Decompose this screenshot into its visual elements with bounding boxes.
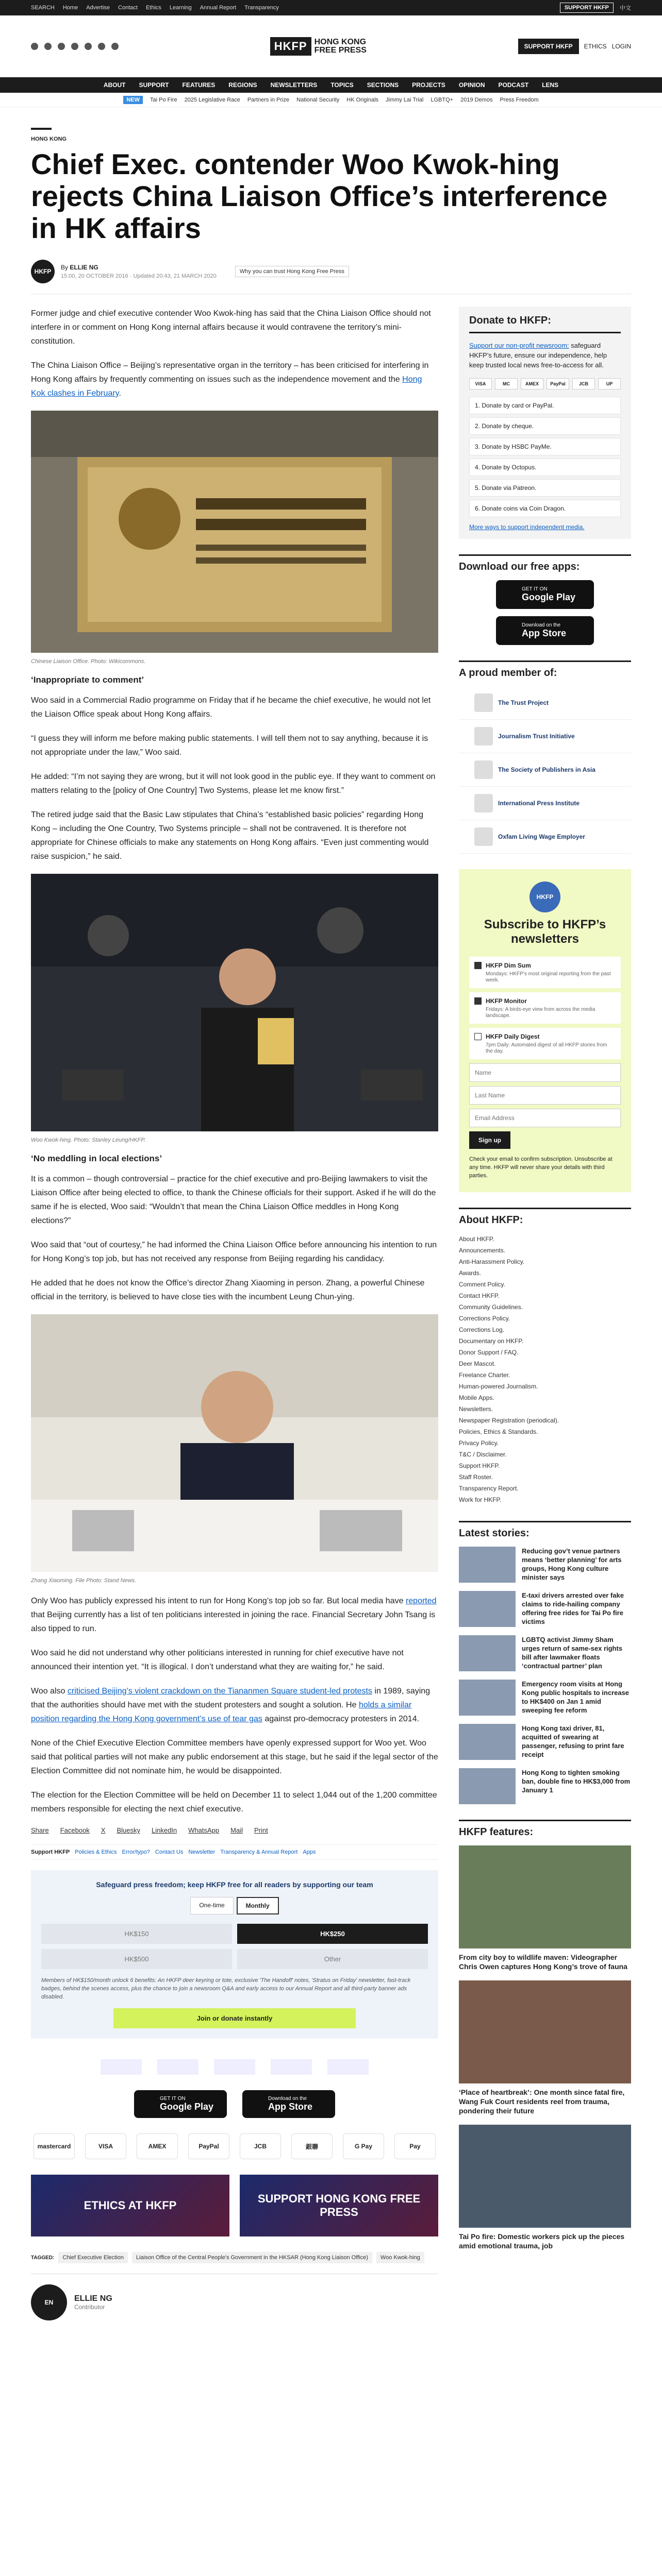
member-name: The Society of Publishers in Asia <box>498 766 595 773</box>
widget-title: HKFP features: <box>459 1820 631 1838</box>
member-logo[interactable] <box>459 753 631 787</box>
nav-opinion[interactable]: OPINION <box>458 81 485 89</box>
google-play-button[interactable] <box>134 2090 227 2118</box>
inline-link[interactable]: reported <box>405 1597 437 1605</box>
partner-logo[interactable] <box>214 2059 255 2075</box>
partner-logo[interactable] <box>101 2059 142 2075</box>
nav-regions[interactable]: REGIONS <box>228 81 257 89</box>
subheading: ‘No meddling in local elections’ <box>31 1154 162 1163</box>
member-widget <box>459 660 631 854</box>
subnav-item[interactable]: 2019 Demos <box>460 96 493 103</box>
story-item[interactable] <box>459 1680 631 1716</box>
amount-option[interactable]: Other <box>237 1949 428 1969</box>
member-logo-icon <box>474 827 493 846</box>
subnav-item[interactable]: National Security <box>296 96 340 103</box>
story-item[interactable] <box>459 1724 631 1760</box>
byline <box>31 260 631 294</box>
about-link[interactable]: Corrections Policy. <box>459 1315 510 1322</box>
about-link[interactable]: Comment Policy. <box>459 1281 505 1288</box>
member-logo-icon <box>474 727 493 745</box>
amount-option[interactable]: HK$150 <box>41 1924 232 1944</box>
amex-icon: AMEX <box>137 2133 178 2159</box>
nav-about[interactable]: ABOUT <box>103 81 126 89</box>
about-link[interactable]: Anti-Harassment Policy. <box>459 1258 525 1265</box>
support-links <box>31 1844 438 1860</box>
author-name[interactable]: ELLIE NG <box>70 264 98 271</box>
ethics-link-mast[interactable]: ETHICS <box>584 42 607 50</box>
newsletter-option[interactable] <box>469 1028 621 1059</box>
site-logo[interactable] <box>270 37 367 56</box>
unionpay-icon: UP <box>598 378 621 389</box>
story-thumbnail[interactable] <box>459 1635 516 1671</box>
feature-image[interactable] <box>459 2125 631 2228</box>
story-thumbnail[interactable] <box>459 1724 516 1760</box>
paragraph: Former judge and chief executive contender Woo Kwok-hing has said that the China Liaison Office should not interfere in or comment on Hong Kong internal affairs because it would contravene the territory’s mini-constitution. <box>31 309 431 346</box>
share-mail[interactable]: Mail <box>230 1826 243 1834</box>
partner-logo[interactable] <box>157 2059 198 2075</box>
about-link[interactable]: Privacy Policy. <box>459 1439 499 1447</box>
feature-title[interactable]: From city boy to wildlife maven: Videographer Chris Owen captures Hong Kong’s trove of fauna <box>459 1953 627 1971</box>
donation-note: Members of HK$150/month unlock 6 benefits: An HKFP deer keyring or tote, exclusive 'The Handoff' notes, 'Stratus on Friday' newsletter, fast-track badges, behind the scenes access, plus the chance to join a newsroom Q&A and early access to our Annual Report and all third-party banner ads disabled. <box>41 1977 411 2000</box>
partner-logos <box>31 2059 438 2075</box>
support-link[interactable]: Transparency & Annual Report <box>220 1849 298 1855</box>
article-dates: 15:00, 20 OCTOBER 2016 · Updated 20:43, 21 MARCH 2020 <box>61 273 217 279</box>
story-item[interactable] <box>459 1591 631 1627</box>
nav-topics[interactable]: TOPICS <box>330 81 354 89</box>
youtube-icon[interactable] <box>71 43 78 50</box>
widget-title: Donate to HKFP: <box>469 315 621 333</box>
hkfp-badge: HKFP <box>529 882 560 912</box>
photo-caption: Woo Kwok-hing. Photo: Stanley Leung/HKFP. <box>31 1137 146 1143</box>
paragraph: Woo said that “out of courtesy,” he had informed the China Liaison Office before announcing his intention to run for Hong Kong’s top job, but has not received any response from Beijing regarding his candidacy. <box>31 1241 437 1263</box>
support-link[interactable]: Apps <box>303 1849 316 1855</box>
subnav-item[interactable]: HK Originals <box>346 96 379 103</box>
jcb-icon: JCB <box>240 2133 281 2159</box>
telegram-icon[interactable] <box>98 43 105 50</box>
store-small-label: Download on the <box>268 2096 307 2102</box>
donate-button[interactable]: Join or donate instantly <box>113 2008 356 2028</box>
liaison-office-photo <box>31 411 438 653</box>
store-label: Google Play <box>160 2102 214 2112</box>
about-link[interactable]: Documentary on HKFP. <box>459 1337 524 1345</box>
mastercard-icon: MC <box>495 378 518 389</box>
story-item[interactable] <box>459 1547 631 1583</box>
by-label: By <box>61 264 69 271</box>
about-link[interactable]: Policies, Ethics & Standards. <box>459 1428 538 1435</box>
amount-options <box>41 1924 428 1969</box>
ethics-link[interactable]: Ethics <box>145 5 161 11</box>
checkbox-checked[interactable] <box>474 997 482 1005</box>
paragraph: None of the Chief Executive Election Committee members have openly expressed support for Woo yet. Woo said that political parties will not make any public endorsement at this stage, but he said if the legal sector of the Election Committee did not nominate him, he would be disappointed. <box>31 1739 438 1775</box>
logo-text-1: HONG KONG <box>314 37 367 46</box>
newsletter-option[interactable] <box>469 957 621 988</box>
annual-report-link[interactable]: Annual Report <box>200 5 237 11</box>
donate-option[interactable]: 2. Donate by cheque. <box>469 417 621 435</box>
member-name: Oxfam Living Wage Employer <box>498 833 585 840</box>
checkbox-checked[interactable] <box>474 962 482 969</box>
applepay-icon: Pay <box>394 2133 436 2159</box>
nav-podcast[interactable]: PODCAST <box>498 81 529 89</box>
about-link[interactable]: T&C / Disclaimer. <box>459 1451 507 1458</box>
about-link[interactable]: Freelance Charter. <box>459 1371 510 1379</box>
zhang-xiaoming-photo <box>31 1314 438 1572</box>
member-logo[interactable] <box>459 720 631 753</box>
transparency-link[interactable]: Transparency <box>244 5 279 11</box>
about-link[interactable]: Corrections Log. <box>459 1326 505 1333</box>
nav-support[interactable]: SUPPORT <box>139 81 169 89</box>
about-link[interactable]: Contact HKFP. <box>459 1292 500 1299</box>
logo-text <box>315 38 367 55</box>
member-logo-icon <box>474 760 493 779</box>
payment-methods <box>31 2133 438 2159</box>
about-link[interactable]: Deer Mascot. <box>459 1360 496 1367</box>
inline-link[interactable]: Hong Kok clashes in February <box>31 375 422 398</box>
newsletter-widget <box>459 869 631 1192</box>
share-linkedin[interactable]: LinkedIn <box>152 1826 177 1834</box>
paragraph-text: The China Liaison Office – Beijing’s representative organ in the territory – has been criticised for interfering in Hong Kong affairs by frequently commenting on issues such as the independence movement and the <box>31 361 429 384</box>
newsletter-title: Subscribe to HKFP’s newsletters <box>484 918 606 946</box>
story-thumbnail[interactable] <box>459 1591 516 1627</box>
member-name: International Press Institute <box>498 800 580 807</box>
paragraph: The election for the Election Committee will be held on December 11 to select 1,044 out of the 1,200 committee members responsible for electing the next chief executive. <box>31 1791 437 1814</box>
features-widget <box>459 1820 631 2250</box>
donate-option[interactable]: 1. Donate by card or PayPal. <box>469 397 621 414</box>
option-desc: Mondays: HKFP’s most original reporting from the past week. <box>486 971 611 983</box>
paragraph: He added: “I’m not saying they are wrong, but it will not look good in the public eye. If they want to comment on matters relating to the [policy of One Country] Two Systems, please let me know first.” <box>31 772 436 795</box>
paragraph-text: in 1989, saying that the authorities should have met with the student protesters and sought a solution. He <box>31 1687 431 1709</box>
divider <box>31 128 52 130</box>
social-icons <box>31 43 119 50</box>
subheading: ‘Inappropriate to comment’ <box>31 675 144 685</box>
about-link[interactable]: Work for HKFP. <box>459 1496 502 1503</box>
member-name: The Trust Project <box>498 699 549 706</box>
paragraph-text: Woo also <box>31 1687 68 1696</box>
tags <box>31 2252 438 2263</box>
author-avatar[interactable]: EN <box>31 2284 67 2320</box>
contact-link[interactable]: Contact <box>118 5 138 11</box>
paragraph <box>31 1684 438 1726</box>
about-link[interactable]: Awards. <box>459 1269 482 1277</box>
paragraph <box>31 1594 438 1636</box>
x-icon[interactable] <box>44 43 52 50</box>
support-link[interactable]: Policies & Ethics <box>75 1849 117 1855</box>
monthly-option[interactable]: Monthly <box>237 1897 279 1914</box>
instagram-icon[interactable] <box>58 43 65 50</box>
inline-link[interactable]: criticised Beijing’s violent crackdown on the Tiananmen Square student-led protests <box>67 1687 372 1696</box>
option-title: HKFP Dim Sum <box>486 962 531 969</box>
nav-lens[interactable]: LENS <box>542 81 559 89</box>
share-print[interactable]: Print <box>254 1826 268 1834</box>
subnav-item[interactable]: 2025 Legislative Race <box>184 96 240 103</box>
advertise-link[interactable]: Advertise <box>86 5 110 11</box>
feature-image[interactable] <box>459 1845 631 1948</box>
about-link[interactable]: About HKFP. <box>459 1235 494 1243</box>
story-thumbnail[interactable] <box>459 1547 516 1583</box>
author-role: Contributor <box>74 2303 105 2311</box>
sidebar <box>459 307 631 2320</box>
top-support-button[interactable]: SUPPORT HKFP <box>560 3 614 13</box>
share-x[interactable]: X <box>101 1826 106 1834</box>
nav-projects[interactable]: PROJECTS <box>412 81 445 89</box>
widget-title: About HKFP: <box>459 1208 631 1226</box>
tags-label: TAGGED: <box>31 2255 55 2261</box>
paragraph: Woo said he did not understand why other politicians interested in running for chief executive have not announced their intention yet. “It is illogical. I don’t understand what they are waiting for,” he said. <box>31 1649 404 1671</box>
tag[interactable]: Liaison Office of the Central People's Government in the HKSAR (Hong Kong Liaison Office) <box>132 2252 372 2263</box>
app-store-buttons <box>31 2090 438 2118</box>
donate-option[interactable]: 4. Donate by Octopus. <box>469 459 621 476</box>
amount-option-selected[interactable]: HK$250 <box>237 1924 428 1944</box>
story-thumbnail[interactable] <box>459 1768 516 1804</box>
tag[interactable]: Chief Executive Election <box>58 2252 128 2263</box>
partner-logo[interactable] <box>271 2059 312 2075</box>
facebook-icon[interactable] <box>31 43 38 50</box>
visa-icon: VISA <box>85 2133 126 2159</box>
story-title[interactable]: Reducing gov’t venue partners means ‘better planning’ for arts groups, Hong Kong culture minister says <box>522 1547 622 1581</box>
member-logo[interactable] <box>459 787 631 820</box>
subnav-item[interactable]: Tai Po Fire <box>150 96 177 103</box>
frequency-toggle <box>41 1897 428 1914</box>
donate-link[interactable]: Support our non-profit newsroom: <box>469 342 569 349</box>
support-hkfp-button[interactable]: SUPPORT HKFP <box>518 39 579 54</box>
tag[interactable]: Woo Kwok-hing <box>376 2252 424 2263</box>
apps-widget <box>459 554 631 645</box>
one-time-option[interactable]: One-time <box>190 1897 233 1914</box>
story-item[interactable] <box>459 1768 631 1804</box>
masthead <box>0 15 662 77</box>
about-widget <box>459 1208 631 1505</box>
app-store-button[interactable] <box>496 616 594 645</box>
author-name[interactable]: ELLIE NG <box>74 2294 112 2303</box>
feature-image[interactable] <box>459 1980 631 2083</box>
checkbox[interactable] <box>474 1033 482 1040</box>
visa-icon: VISA <box>469 378 492 389</box>
article-title: Chief Exec. contender Woo Kwok-hing rejects China Liaison Office’s interference in HK affairs <box>31 148 608 244</box>
donate-text <box>469 341 621 370</box>
subnav-item[interactable]: Press Freedom <box>500 96 539 103</box>
store-small-label: GET IT ON <box>522 586 548 592</box>
donate-widget <box>459 307 631 539</box>
story-title[interactable]: Emergency room visits at Hong Kong public hospitals to increase to HK$400 on Jan 1 amid sweeping fee reform <box>522 1680 630 1714</box>
last-name-input[interactable] <box>469 1086 621 1105</box>
about-link[interactable]: Transparency Report. <box>459 1485 519 1492</box>
option-title: HKFP Daily Digest <box>486 1033 540 1040</box>
feature-title[interactable]: ‘Place of heartbreak’: One month since fatal fire, Wang Fuk Court residents reel from trauma, pondering their future <box>459 2088 625 2115</box>
donate-option[interactable]: 5. Donate via Patreon. <box>469 479 621 497</box>
paragraph-text: against pro-democracy protesters in 2014. <box>262 1715 420 1723</box>
support-banner[interactable]: SUPPORT HONG KONG FREE PRESS <box>240 2175 438 2236</box>
paragraph: “I guess they will inform me before making public statements. I will tell them not to say anything, because it is not appropriate under the law,” Woo said. <box>31 734 428 757</box>
promo-banners <box>31 2175 438 2236</box>
newsletter-note: Check your email to confirm subscription. Unsubscribe at any time. HKFP will never share your details with third parties. <box>469 1156 613 1179</box>
photo-caption: Chinese Liaison Office. Photo: Wikicommons. <box>31 658 146 665</box>
member-logo[interactable] <box>459 686 631 720</box>
first-name-input[interactable] <box>469 1063 621 1082</box>
story-title[interactable]: E-taxi drivers arrested over fake claims to ride-hailing company offering free rides for Tai Po fire victims <box>522 1591 624 1625</box>
paragraph-text: that Beijing currently has a list of ten politicians interested in joining the race. Financial Secretary John Tsang is also tipped to run. <box>31 1611 436 1633</box>
sub-nav <box>0 93 662 107</box>
unionpay-icon: 銀聯 <box>291 2133 333 2159</box>
support-link[interactable]: Contact Us <box>155 1849 184 1855</box>
donate-option[interactable]: 6. Donate coins via Coin Dragon. <box>469 500 621 517</box>
nav-features[interactable]: FEATURES <box>182 81 216 89</box>
support-link[interactable]: Newsletter <box>188 1849 216 1855</box>
donate-options <box>469 397 621 517</box>
feature-title[interactable]: Tai Po fire: Domestic workers pick up the pieces amid emotional trauma, job <box>459 2232 625 2250</box>
store-label: Google Play <box>522 592 576 602</box>
store-label: App Store <box>268 2102 313 2112</box>
newsletter-option[interactable] <box>469 992 621 1024</box>
about-link[interactable]: Donor Support / FAQ. <box>459 1349 519 1356</box>
story-title[interactable]: LGBTQ activist Jimmy Sham urges return of same-sex rights bill after lawmaker floats ‘contractual partner’ plan <box>522 1636 623 1670</box>
member-name: Journalism Trust Initiative <box>498 733 575 740</box>
about-link[interactable]: Support HKFP. <box>459 1462 500 1469</box>
partner-logo[interactable] <box>327 2059 369 2075</box>
about-link[interactable]: Human-powered Journalism. <box>459 1383 538 1390</box>
paragraph: Woo said in a Commercial Radio programme on Friday that if he became the chief executive, he would not let the Liaison Office speak about Hong Kong affairs. <box>31 696 431 719</box>
amount-option[interactable]: HK$500 <box>41 1949 232 1969</box>
store-small-label: Download on the <box>522 622 561 628</box>
widget-title: Download our free apps: <box>459 554 631 573</box>
woo-kwok-hing-photo <box>31 874 438 1131</box>
home-link[interactable]: Home <box>62 5 78 11</box>
paragraph: The retired judge said that the Basic Law stipulates that China’s “established basic policies” regarding Hong Kong – including the One Country, Two Systems principle – shall not be contravened. It is therefore not appropriate for Chinese officials to make any statements on Hong Kong affairs. “Even just commenting would raise suspicion,” he said. <box>31 810 429 861</box>
login-link[interactable]: LOGIN <box>611 42 631 50</box>
app-store-button[interactable] <box>242 2090 335 2118</box>
threads-icon[interactable] <box>85 43 92 50</box>
share-facebook[interactable]: Facebook <box>60 1826 90 1834</box>
nav-sections[interactable]: SECTIONS <box>367 81 399 89</box>
jcb-icon: JCB <box>572 378 595 389</box>
story-title[interactable]: Hong Kong taxi driver, 81, acquitted of swearing at passenger, refusing to print fare receipt <box>522 1724 624 1758</box>
learning-link[interactable]: Learning <box>169 5 192 11</box>
ethics-banner[interactable]: ETHICS AT HKFP <box>31 2175 229 2236</box>
share-bluesky[interactable]: Bluesky <box>117 1826 140 1834</box>
donate-text-body: safeguard HKFP’s future, ensure our independence, help keep trusted local news free-to-access for all. <box>469 342 607 369</box>
top-utility-bar <box>0 0 662 15</box>
mastercard-icon: mastercard <box>34 2133 75 2159</box>
inline-link[interactable]: holds a similar position regarding the Hong Kong government’s use of tear gas <box>31 1701 412 1723</box>
paragraph <box>31 359 438 400</box>
article-header <box>31 128 631 294</box>
about-link[interactable]: Newsletters. <box>459 1405 493 1413</box>
member-logo-icon <box>474 693 493 712</box>
language-link[interactable]: 中文 <box>620 5 631 11</box>
sign-up-button[interactable]: Sign up <box>469 1131 510 1149</box>
subnav-item[interactable]: Jimmy Lai Trial <box>386 96 424 103</box>
bluesky-icon[interactable] <box>111 43 119 50</box>
about-link[interactable]: Newspaper Registration (periodical). <box>459 1417 559 1424</box>
subnav-item[interactable]: Partners in Prize <box>247 96 290 103</box>
donate-option[interactable]: 3. Donate by HSBC PayMe. <box>469 438 621 455</box>
store-label: App Store <box>522 628 567 638</box>
support-link[interactable]: Error/typo? <box>122 1849 150 1855</box>
subnav-item[interactable]: LGBTQ+ <box>431 96 454 103</box>
google-play-button[interactable] <box>496 580 594 609</box>
share-bar <box>31 1826 438 1834</box>
store-small-label: GET IT ON <box>160 2096 186 2102</box>
logo-box: HKFP <box>270 37 311 56</box>
share-whatsapp[interactable]: WhatsApp <box>188 1826 220 1834</box>
article-body <box>31 307 438 2320</box>
option-desc: 7pm Daily: Automated digest of all HKFP stories from the day. <box>486 1042 607 1054</box>
widget-title: Latest stories: <box>459 1521 631 1539</box>
paragraph: He added that he does not know the Office’s director Zhang Xiaoming in person. Zhang, a powerful Chinese official in the territory, is believed to have close ties with the incumbent Leung Chun-ying. <box>31 1279 425 1301</box>
logo-text-2: FREE PRESS <box>314 45 367 55</box>
option-title: HKFP Monitor <box>486 997 527 1005</box>
paragraph-text: . <box>119 389 121 398</box>
author-box <box>31 2274 438 2320</box>
donation-box <box>31 1870 438 2039</box>
main-nav <box>0 77 662 93</box>
about-link[interactable]: Community Guidelines. <box>459 1303 523 1311</box>
member-logo[interactable] <box>459 820 631 854</box>
widget-title: A proud member of: <box>459 660 631 679</box>
latest-stories-widget <box>459 1521 631 1804</box>
story-title[interactable]: Hong Kong to tighten smoking ban, double fine to HK$3,000 from January 1 <box>522 1769 631 1794</box>
more-ways-link[interactable]: More ways to support independent media. <box>469 523 585 531</box>
search-link[interactable]: SEARCH <box>31 5 55 11</box>
email-input[interactable] <box>469 1109 621 1127</box>
about-link[interactable]: Announcements. <box>459 1247 506 1254</box>
member-logo-icon <box>474 794 493 812</box>
paypal-icon: PayPal <box>547 378 569 389</box>
amex-icon: AMEX <box>521 378 543 389</box>
card-icons <box>469 378 621 389</box>
support-label[interactable]: Support HKFP <box>31 1849 70 1855</box>
story-thumbnail[interactable] <box>459 1680 516 1716</box>
about-list <box>459 1233 631 1505</box>
photo-caption: Zhang Xiaoming. File Photo: Stand News. <box>31 1578 137 1584</box>
about-link[interactable]: Mobile Apps. <box>459 1394 494 1401</box>
trust-link[interactable]: Why you can trust Hong Kong Free Press <box>235 266 349 277</box>
story-item[interactable] <box>459 1635 631 1671</box>
about-link[interactable]: Staff Roster. <box>459 1473 493 1481</box>
gpay-icon: G Pay <box>343 2133 384 2159</box>
nav-newsletters[interactable]: NEWSLETTERS <box>270 81 318 89</box>
option-desc: Fridays: A birds-eye view from across the media landscape. <box>486 1007 595 1019</box>
donation-title: Safeguard press freedom; keep HKFP free for all readers by supporting our team <box>96 1880 373 1889</box>
paypal-icon: PayPal <box>188 2133 229 2159</box>
author-avatar: HKFP <box>31 260 55 283</box>
share-label: Share <box>31 1826 49 1834</box>
section-label[interactable]: HONG KONG <box>31 136 67 142</box>
paragraph: It is a common – though controversial – practice for the chief executive and pro-Beijing lawmakers to visit the Liaison Office after being elected to office, to thank the Chinese officials for their support. Asked if he will do the same if he is elected, Woo said: “Wouldn’t that mean the China Liaison Office meddles in Hong Kong elections?” <box>31 1175 436 1225</box>
new-badge: NEW <box>123 96 143 104</box>
paragraph-text: Only Woo has publicly expressed his intent to run for Hong Kong’s top job so far. But local media have <box>31 1597 406 1605</box>
